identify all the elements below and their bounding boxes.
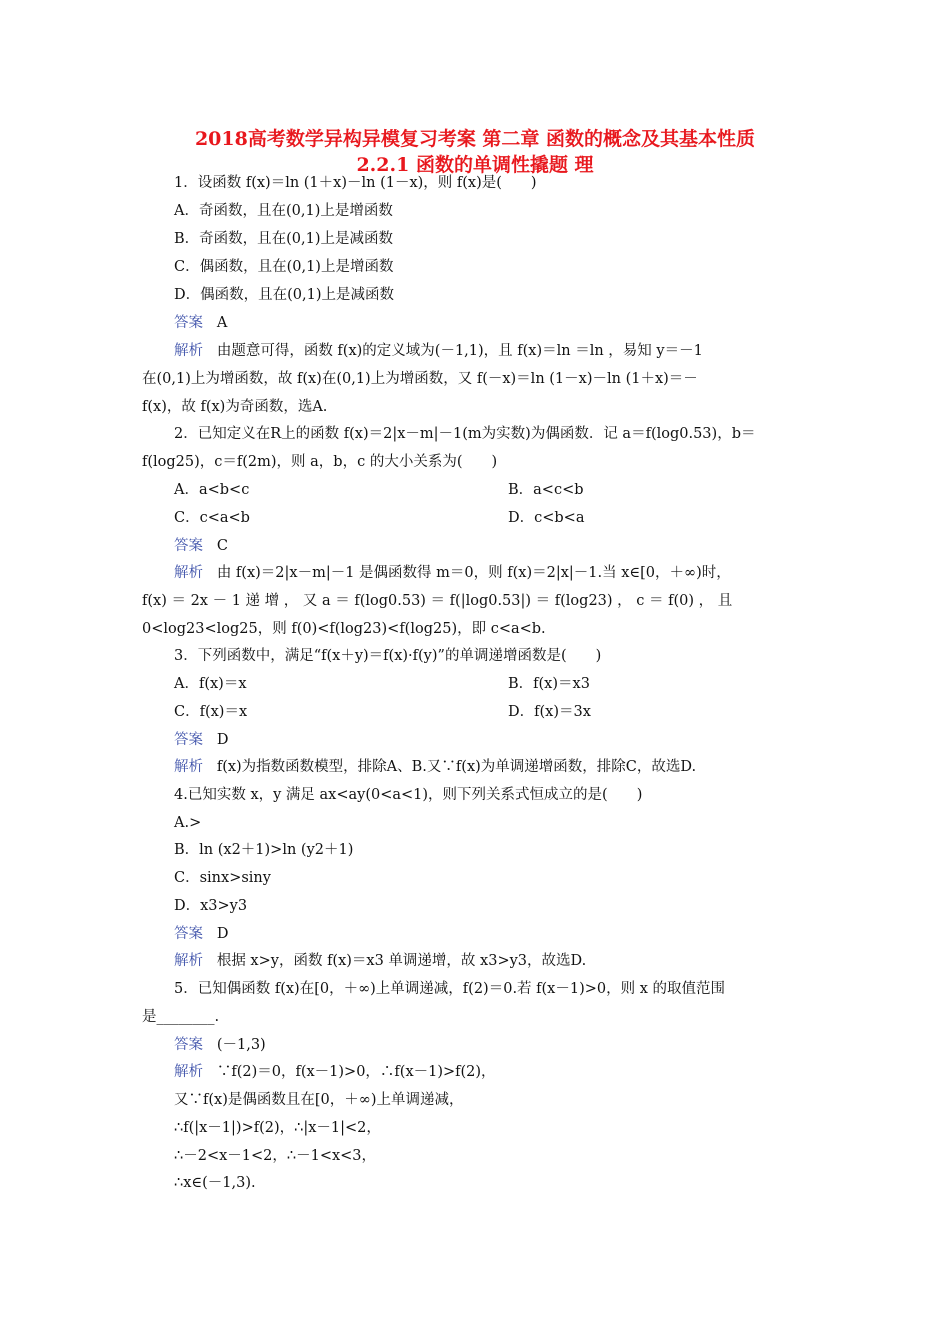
- q3-option-d: D．f(x)＝3x: [508, 704, 591, 720]
- q3-answer-row: [174, 730, 228, 750]
- q1-analysis-row: [174, 341, 703, 361]
- q5-answer-row: [174, 1035, 266, 1055]
- q3-analysis: f(x)为指数函数模型，排除A、B.又∵f(x)为单调递增函数，排除C，故选D.: [216, 759, 697, 775]
- q4-stem: 4.已知实数 x，y 满足 ax<ay(0<a<1)，则下列关系式恒成立的是( ): [174, 787, 643, 803]
- q1-option-b: B．奇函数，且在(0,1)上是减函数: [174, 231, 394, 247]
- q2-answer-row: [174, 536, 228, 556]
- q5-analysis-row: [174, 1062, 496, 1082]
- q2-option-a: A．a<b<c: [174, 482, 250, 498]
- q4-analysis: 根据 x>y，函数 f(x)＝x3 单调递增，故 x3>y3，故选D.: [216, 953, 587, 969]
- q3-analysis-row: [174, 757, 696, 777]
- q2-answer: C: [216, 538, 228, 554]
- doc-title-line1: 2018高考数学异构异模复习考案 第二章 函数的概念及其基本性质: [194, 128, 756, 150]
- q5-answer-label: 答案: [174, 1037, 203, 1053]
- q2-stem-line2: f(log25)，c＝f(2m)，则 a，b，c 的大小关系为( ): [142, 454, 498, 470]
- q4-answer-row: [174, 924, 228, 944]
- q5-analysis-line5: ∴x∈(－1,3).: [174, 1175, 256, 1191]
- q4-option-a: A.>: [174, 815, 202, 831]
- q5-stem-line1: 5．已知偶函数 f(x)在[0，＋∞)上单调递减，f(2)＝0.若 f(x－1)>0，则 x 的取值范围: [174, 981, 726, 997]
- q3-option-b: B．f(x)＝x3: [508, 676, 590, 692]
- q4-answer-label: 答案: [174, 926, 203, 942]
- q1-option-d: D．偶函数，且在(0,1)上是减函数: [174, 287, 394, 303]
- q1-analysis-line3: f(x)，故 f(x)为奇函数，选A.: [142, 399, 328, 415]
- q3-answer: D: [216, 732, 229, 748]
- q5-analysis-label: 解析: [174, 1064, 203, 1080]
- q1-analysis-line1: 由题意可得，函数 f(x)的定义域为(－1,1)，且 f(x)＝ln ＝ln ，易知 y＝－1: [216, 343, 703, 359]
- q4-option-d: D．x3>y3: [174, 898, 248, 914]
- q5-analysis-line3: ∴f(|x－1|)>f(2)，∴|x－1|<2，: [174, 1120, 381, 1136]
- q1-stem: 1．设函数 f(x)＝ln (1＋x)－ln (1－x)，则 f(x)是( ): [174, 175, 537, 191]
- q4-analysis-row: [174, 951, 586, 971]
- q2-analysis-row: [174, 563, 731, 583]
- q4-answer: D: [216, 926, 229, 942]
- q2-option-d: D．c<b<a: [508, 510, 585, 526]
- q4-option-c: C．sinx>siny: [174, 870, 271, 886]
- q3-analysis-label: 解析: [174, 759, 203, 775]
- q5-analysis-line1: ∵f(2)＝0，f(x－1)>0，∴f(x－1)>f(2)，: [216, 1064, 496, 1080]
- q4-analysis-label: 解析: [174, 953, 203, 969]
- q5-stem-line2: 是________.: [142, 1009, 220, 1025]
- q2-option-b: B．a<c<b: [508, 482, 584, 498]
- q2-option-c: C．c<a<b: [174, 510, 250, 526]
- q3-answer-label: 答案: [174, 732, 203, 748]
- q4-option-b: B．ln (x2＋1)>ln (y2＋1): [174, 842, 354, 858]
- q1-analysis-line2: 在(0,1)上为增函数，故 f(x)在(0,1)上为增函数，又 f(－x)＝ln (1－x)－ln (1＋x)＝－: [142, 371, 698, 387]
- q3-option-a: A．f(x)＝x: [174, 676, 247, 692]
- q2-analysis-label: 解析: [174, 565, 203, 581]
- q2-answer-label: 答案: [174, 538, 203, 554]
- q5-analysis-line2: 又∵f(x)是偶函数且在[0，＋∞)上单调递减，: [174, 1092, 464, 1108]
- q1-option-c: C．偶函数，且在(0,1)上是增函数: [174, 259, 394, 275]
- q5-answer: (－1,3): [216, 1037, 266, 1053]
- q2-analysis-line3: 0<log23<log25，则 f(0)<f(log23)<f(log25)，即 c<a<b.: [142, 621, 546, 637]
- q2-stem-line1: 2．已知定义在R上的函数 f(x)＝2|x－m|－1(m为实数)为偶函数．记 a＝f(log0.53)，b＝: [174, 426, 756, 442]
- q5-analysis-line4: ∴－2<x－1<2，∴－1<x<3，: [174, 1148, 377, 1164]
- q3-stem: 3．下列函数中，满足“f(x＋y)＝f(x)·f(y)”的单调递增函数是( ): [174, 648, 602, 664]
- q2-analysis-line2: f(x) ＝ 2x － 1 递 增 ， 又 a ＝ f(log0.53) ＝ f(|log0.53|) ＝ f(log23) ， c ＝ f(0) ， 且: [142, 593, 733, 609]
- q3-option-c: C．f(x)＝x: [174, 704, 248, 720]
- q1-answer-label: 答案: [174, 315, 203, 331]
- q1-answer-row: [174, 313, 227, 333]
- q1-option-a: A．奇函数，且在(0,1)上是增函数: [174, 203, 393, 219]
- doc-title-line2: 2.2.1 函数的单调性撬题 理: [356, 154, 594, 176]
- q1-analysis-label: 解析: [174, 343, 203, 359]
- q2-analysis-line1: 由 f(x)＝2|x－m|－1 是偶函数得 m＝0，则 f(x)＝2|x|－1.当 x∈[0，＋∞)时，: [216, 565, 731, 581]
- q1-answer: A: [216, 315, 228, 331]
